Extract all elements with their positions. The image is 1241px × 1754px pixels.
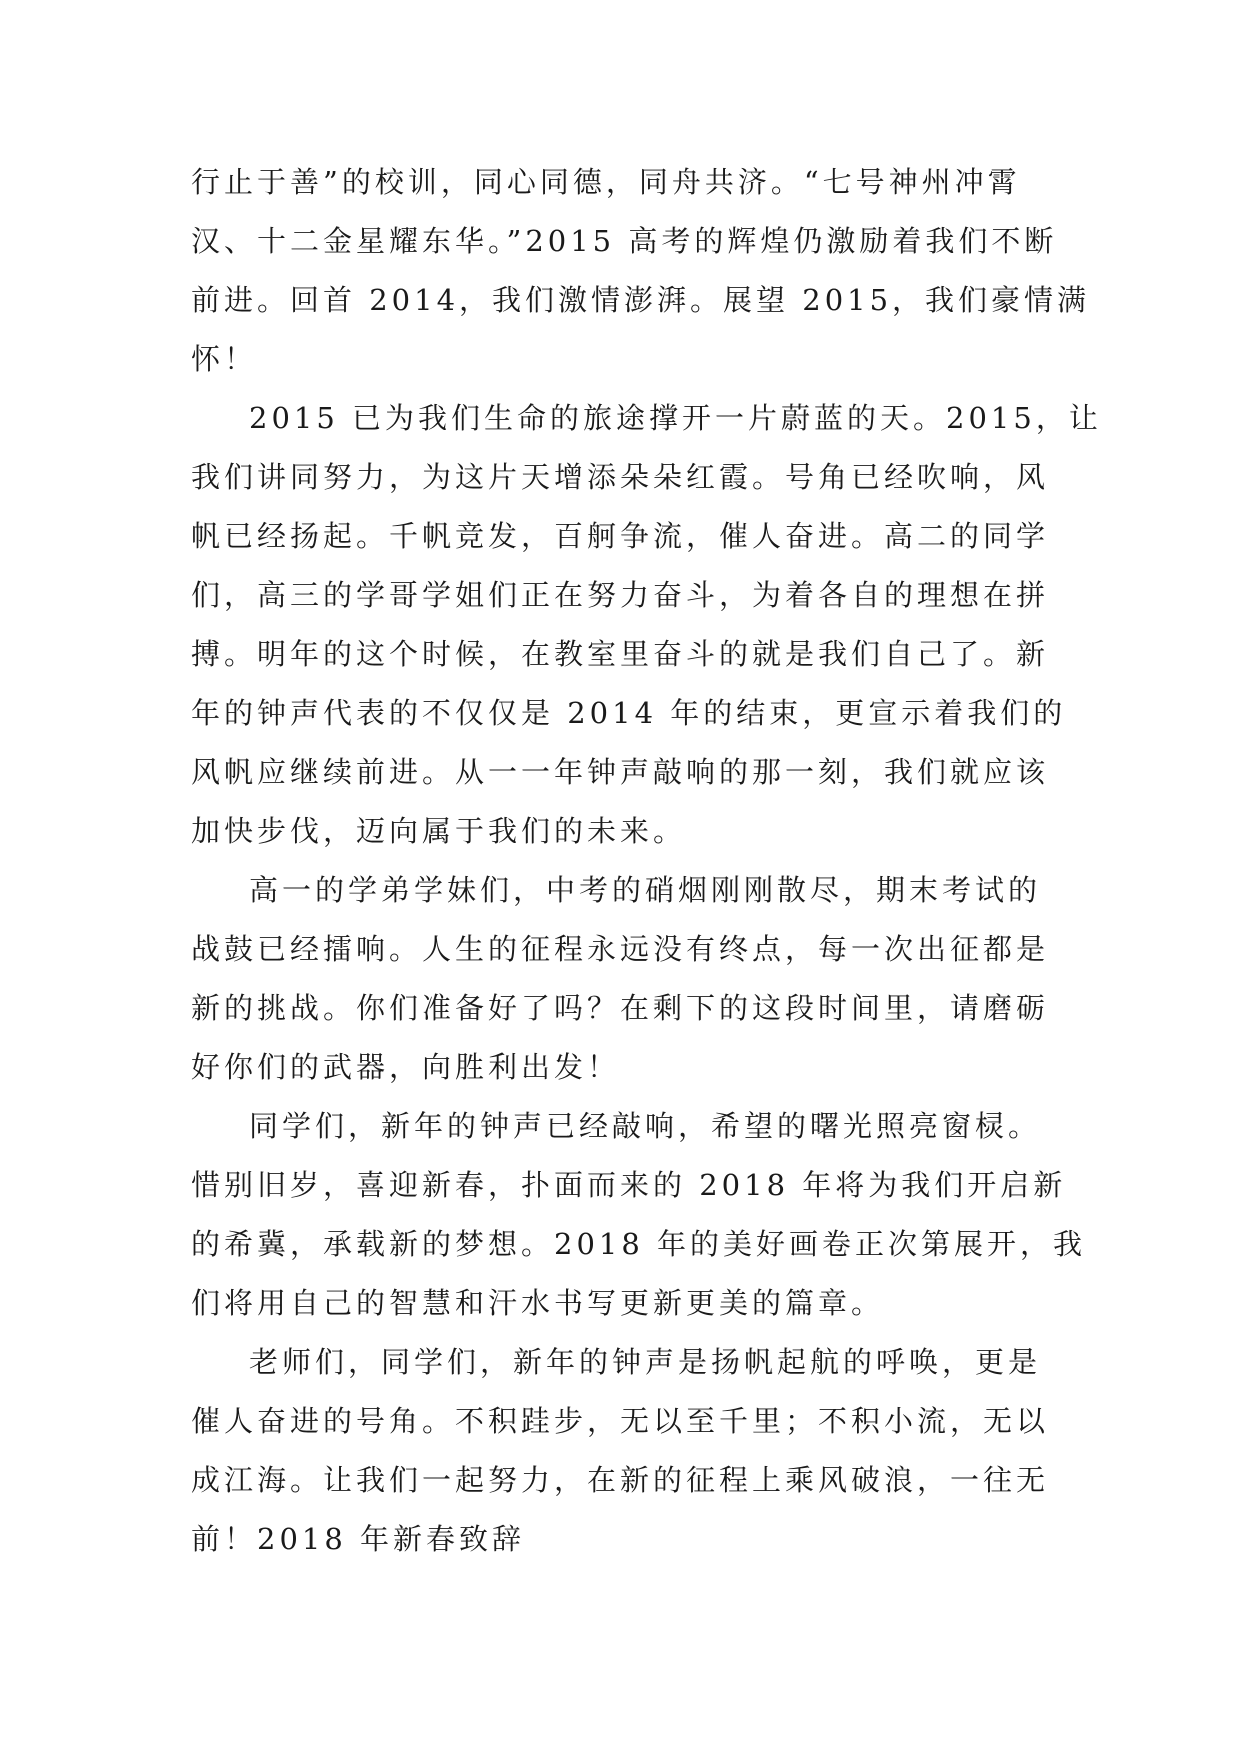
- text-line: 我们讲同努力，为这片天增添朵朵红霞。号角已经吹响，风: [191, 460, 1050, 494]
- text-line: 好你们的武器，向胜利出发！: [191, 1050, 621, 1084]
- paragraph-first-line: 2015 已为我们生命的旅途撑开一片蔚蓝的天。2015，让: [249, 401, 1102, 435]
- text-line: 战鼓已经擂响。人生的征程永远没有终点，每一次出征都是: [191, 932, 1050, 966]
- text-line: 催人奋进的号角。不积跬步，无以至千里；不积小流，无以: [191, 1404, 1050, 1438]
- text-line: 前进。回首 2014，我们激情澎湃。展望 2015，我们豪情满: [191, 283, 1091, 317]
- text-line: 怀！: [191, 342, 258, 376]
- text-line: 年的钟声代表的不仅仅是 2014 年的结束，更宣示着我们的: [191, 696, 1067, 730]
- paragraph-first-line: 同学们，新年的钟声已经敲响，希望的曙光照亮窗棂。: [249, 1109, 1042, 1143]
- text-line: 成江海。让我们一起努力，在新的征程上乘风破浪，一往无: [191, 1463, 1050, 1497]
- paragraph-first-line: 老师们，同学们，新年的钟声是扬帆起航的呼唤，更是: [249, 1345, 1042, 1379]
- text-line: 行止于善”的校训，同心同德，同舟共济。“七号神州冲霄: [191, 165, 1021, 199]
- document-body: [191, 153, 1102, 1569]
- text-line: 的希冀，承载新的梦想。2018 年的美好画卷正次第展开，我: [191, 1227, 1087, 1261]
- text-line: 们，高三的学哥学姐们正在努力奋斗，为着各自的理想在拼: [191, 578, 1050, 612]
- text-line: 帆已经扬起。千帆竞发，百舸争流，催人奋进。高二的同学: [191, 519, 1050, 553]
- text-line: 汉、十二金星耀东华。”2015 高考的辉煌仍激励着我们不断: [191, 224, 1058, 258]
- text-line: 风帆应继续前进。从一一年钟声敲响的那一刻，我们就应该: [191, 755, 1050, 789]
- text-line: 们将用自己的智慧和汗水书写更新更美的篇章。: [191, 1286, 885, 1320]
- text-line: 前！2018 年新春致辞: [191, 1522, 526, 1556]
- text-line: 加快步伐，迈向属于我们的未来。: [191, 814, 687, 848]
- text-line: 搏。明年的这个时候，在教室里奋斗的就是我们自己了。新: [191, 637, 1050, 671]
- text-line: 惜别旧岁，喜迎新春，扑面而来的 2018 年将为我们开启新: [191, 1168, 1067, 1202]
- paragraph-first-line: 高一的学弟学妹们，中考的硝烟刚刚散尽，期末考试的: [249, 873, 1042, 907]
- text-line: 新的挑战。你们准备好了吗？在剩下的这段时间里，请磨砺: [191, 991, 1050, 1025]
